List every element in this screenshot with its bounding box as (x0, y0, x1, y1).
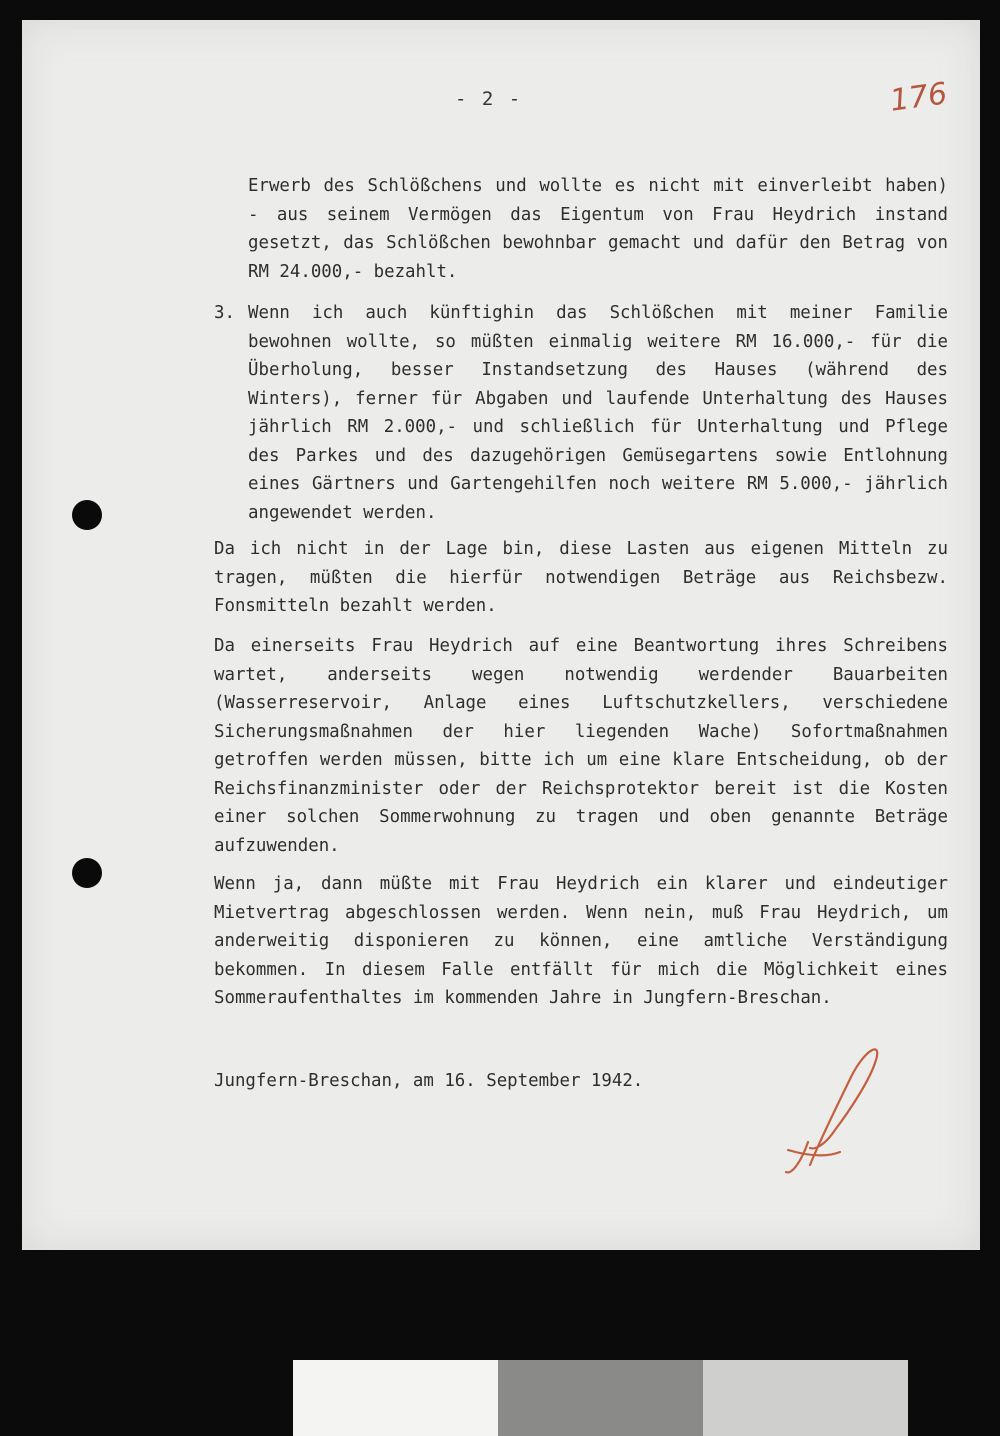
date-line: Jungfern-Breschan, am 16. September 1942. (214, 1071, 644, 1091)
folio-number: 176 (887, 76, 950, 119)
page-number: - 2 - (455, 88, 523, 110)
calibration-strip-light (703, 1360, 908, 1436)
punch-hole-top (72, 500, 102, 530)
paragraph-mietvertrag: Wenn ja, dann müßte mit Frau Heydrich ein klarer und eindeutiger Mietvertrag abgeschlossen werden. Wenn nein, muß Frau Heydrich, um anderweitig disponieren zu können, eine amtliche Verständigung bekommen. In diesem Falle entfällt für mich die Möglichkeit eines Sommeraufenthaltes im kommenden Jahre in Jungfern-Breschan. (214, 874, 948, 1008)
paragraph-entscheidung: Da einerseits Frau Heydrich auf eine Beantwortung ihres Schreibens wartet, anderseits wegen notwendig werdender Bauarbeiten (Wasserreservoir, Anlage eines Luftschutzkellers, verschiedene Sicherungsmaßnahmen der hier liegenden Wache) Sofortmaßnahmen getroffen werden müssen, bitte ich um eine klare Entscheidung, ob der Reichsfinanzminister oder der Reichsprotektor bereit ist die Kosten einer solchen Sommerwohnung zu tragen und oben genannte Beträge aufzuwenden. (214, 636, 948, 856)
list-item-text: Wenn ich auch künftighin das Schlößchen mit meiner Familie bewohnen wollte, so müßten einmalig weitere RM 16.000,- für die Überholung, besser Instandsetzung des Hauses (während des Winters), ferner für Abgaben und laufende Unterhaltung des Hauses jährlich RM 2.000,- und schließlich für Unterhaltung und Pflege des Parkes und des dazugehörigen Gemüsegartens sowie Entlohnung eines Gärtners und Gartengehilfen noch weitere RM 5.000,- jährlich angewendet werden. (248, 303, 948, 523)
handwritten-signature (780, 1030, 890, 1180)
calibration-strip-white (293, 1360, 498, 1436)
list-item-number: 3. (214, 303, 235, 323)
calibration-strip-gray (498, 1360, 703, 1436)
paragraph-continuation: Erwerb des Schlößchens und wollte es nicht mit einverleibt haben) - aus seinem Vermögen das Eigentum von Frau Heydrich instand gesetzt, das Schlößchen bewohnbar gemacht und dafür den Betrag von RM 24.000,- bezahlt. (248, 176, 948, 282)
punch-hole-bottom (72, 858, 102, 888)
paragraph-lasten: Da ich nicht in der Lage bin, diese Lasten aus eigenen Mitteln zu tragen, müßten die hierfür notwendigen Beträge aus Reichsbezw. Fonsmitteln bezahlt werden. (214, 539, 948, 616)
